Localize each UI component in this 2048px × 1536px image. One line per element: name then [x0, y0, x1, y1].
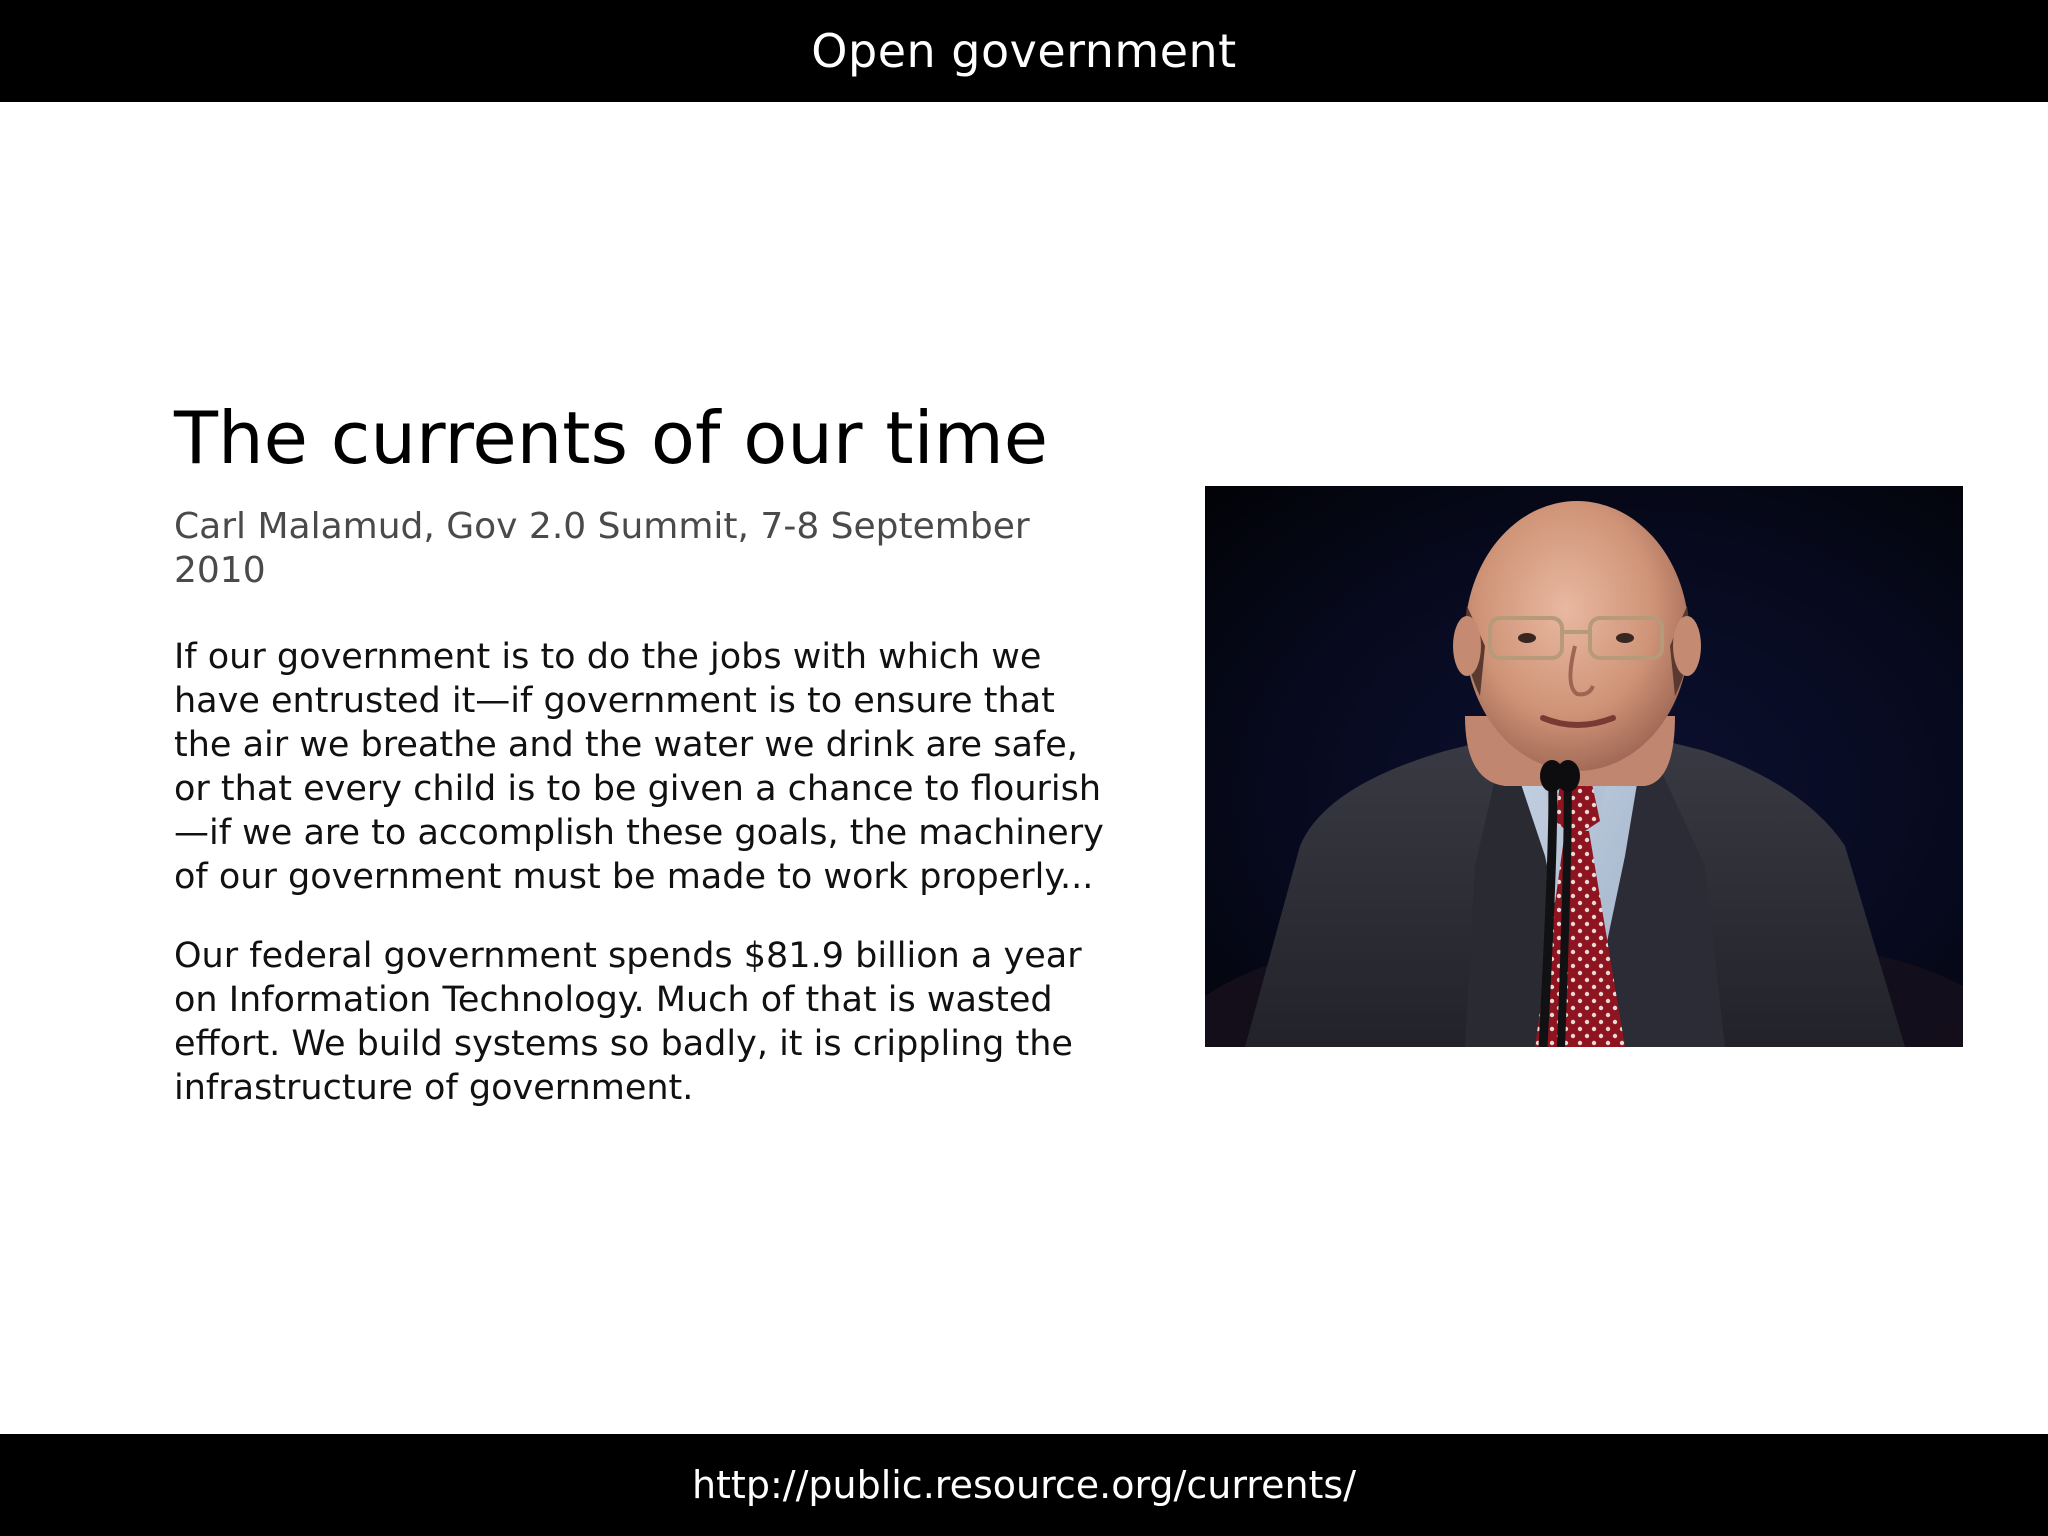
header-title: Open government: [811, 24, 1237, 78]
slide-byline: Carl Malamud, Gov 2.0 Summit, 7-8 September 2010: [174, 506, 1030, 591]
body-paragraph: Our federal government spends $81.9 billion a year on Information Technology. Much of that is wasted effort. We build systems so badly, it is crippling the infrastructure of government.: [174, 936, 1082, 1108]
footer-bar: [0, 1434, 2048, 1536]
footer-url: http://public.resource.org/currents/: [691, 1463, 1357, 1507]
speaker-at-podium-photo: [1205, 486, 1963, 1047]
slide-title: The currents of our time: [174, 396, 1049, 480]
header-bar: [0, 0, 2048, 102]
slide-text-column: [174, 395, 1114, 1145]
speaker-photo: [1205, 486, 1963, 1047]
body-paragraph: If our government is to do the jobs with which we have entrusted it—if government is to ensure that the air we breathe and the water we drink are safe, or that every child is to be given a chance to flourish—if we are to accomplish these goals, the machinery of our government must be made to work properly...: [174, 637, 1104, 897]
